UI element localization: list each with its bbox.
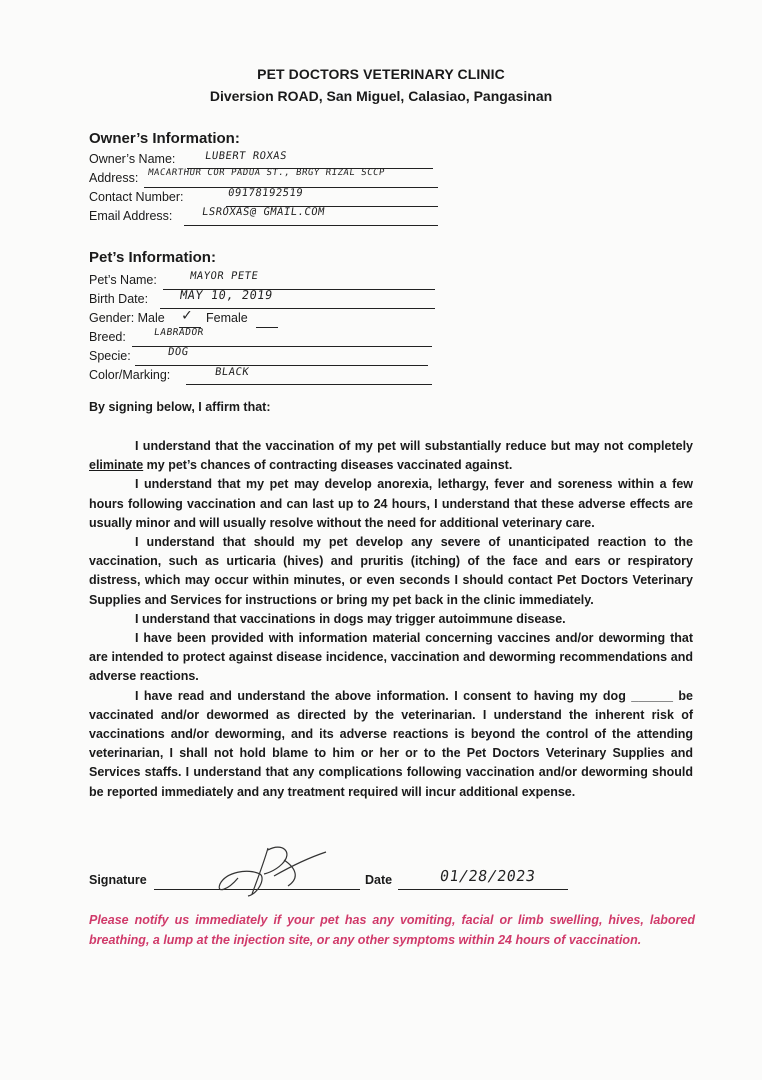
- pet-specie-label: Specie:: [89, 349, 131, 363]
- owner-section-title: Owner’s Information:: [89, 130, 240, 147]
- pet-specie-row: [89, 347, 131, 365]
- paragraph-information-material: I have been provided with information material concerning vaccines and/or deworming that are intended to protect against disease incidence, vaccination and deworming recommendations and adverse reactions.: [89, 631, 693, 684]
- pet-birth-value: MAY 10, 2019: [179, 288, 274, 302]
- owner-address-row: [89, 169, 138, 187]
- owner-email-label: Email Address:: [89, 209, 173, 223]
- pet-gender-row: [89, 309, 165, 327]
- pet-birth-row: [89, 290, 148, 308]
- clinic-address: Diversion ROAD, San Miguel, Calasiao, Pangasinan: [209, 88, 553, 104]
- pet-section-title: Pet’s Information:: [89, 249, 216, 266]
- clinic-name: PET DOCTORS VETERINARY CLINIC: [257, 66, 505, 82]
- owner-name-value: LUBERT ROXAS: [204, 150, 288, 162]
- paragraph-1-underlined: eliminate: [89, 458, 144, 473]
- affirm-heading: By signing below, I affirm that:: [89, 400, 271, 414]
- paragraph-1-text-b: my pet’s chances of contracting diseases vaccinated against.: [143, 458, 513, 473]
- signature-label: Signature: [89, 873, 147, 887]
- paragraph-autoimmune: I understand that vaccinations in dogs may trigger autoimmune disease.: [135, 611, 566, 626]
- owner-contact-label: Contact Number:: [89, 190, 184, 204]
- pet-name-row: [89, 271, 157, 289]
- male-check-mark: ✓: [182, 305, 193, 324]
- female-label: Female: [206, 311, 248, 325]
- owner-name-label: Owner’s Name:: [89, 152, 176, 166]
- pet-color-value: BLACK: [214, 366, 250, 378]
- pet-specie-value: DOG: [167, 346, 190, 358]
- pet-birth-label: Birth Date:: [89, 292, 149, 306]
- owner-address-label: Address:: [89, 171, 139, 185]
- pet-breed-value: LABRADOR: [153, 327, 205, 338]
- pet-color-label: Color/Marking:: [89, 368, 171, 382]
- owner-email-value: LSROXAS@ GMAIL.COM: [201, 206, 326, 218]
- pet-name-value: MAYOR PETE: [189, 270, 260, 282]
- paragraph-vaccination-reduction: [89, 437, 693, 475]
- pet-color-row: [89, 366, 170, 384]
- handwritten-signature: [208, 838, 338, 900]
- consent-body: [89, 437, 693, 802]
- owner-email-row: [89, 207, 172, 225]
- clinic-header: [0, 63, 762, 107]
- owner-contact-row: [89, 188, 183, 206]
- date-label: Date: [365, 873, 393, 887]
- pet-gender-label: Gender: Male: [89, 311, 165, 325]
- paragraph-side-effects: I understand that my pet may develop anorexia, lethargy, fever and soreness within a few hours following vaccination and can last up to 24 hours, I understand that these adverse effects are usually minor and will usually resolve without the need for additional veterinary care.: [89, 477, 693, 530]
- paragraph-severe-reaction: I understand that should my pet develop any severe of unanticipated reaction to the vaccination, such as urticaria (hives) and pruritis (itching) of the face and ears or respiratory distress, which may occur within minutes, or even seconds I should contact Pet Doctors Veterinary Supplies and Services for instructions or bring my pet back in the clinic immediately.: [89, 535, 693, 607]
- pet-breed-row: [89, 328, 126, 346]
- date-value: 01/28/2023: [438, 867, 537, 885]
- pet-breed-label: Breed:: [89, 330, 126, 344]
- paragraph-consent: I have read and understand the above information. I consent to having my dog ______ be vaccinated and/or dewormed as directed by the veterinarian. I understand the inherent risk of vaccinations and/or deworming, and its adverse reactions is beyond the control of the attending veterinarian, I shall not hold blame to him or her or to the Pet Doctors Veterinary Supplies and Services staffs. I understand that any complications following vaccination and/or deworming should be reported immediately and any treatment required will incur additional expense.: [89, 688, 693, 799]
- female-row: [206, 309, 248, 327]
- post-vaccination-notice: Please notify us immediately if your pet has any vomiting, facial or limb swelling, hives, labored breathing, a lump at the injection site, or any other symptoms within 24 hours of vaccination.: [89, 913, 695, 947]
- pet-name-label: Pet’s Name:: [89, 273, 157, 287]
- owner-contact-value: 09178192519: [227, 187, 304, 199]
- owner-name-row: [89, 150, 175, 168]
- paragraph-1-text-a: I understand that the vaccination of my pet will substantially reduce but may not completely: [135, 439, 693, 453]
- female-line: [256, 309, 278, 328]
- owner-address-value: MACARTHUR COR PADUA ST., BRGY RIZAL SCCP: [147, 168, 386, 178]
